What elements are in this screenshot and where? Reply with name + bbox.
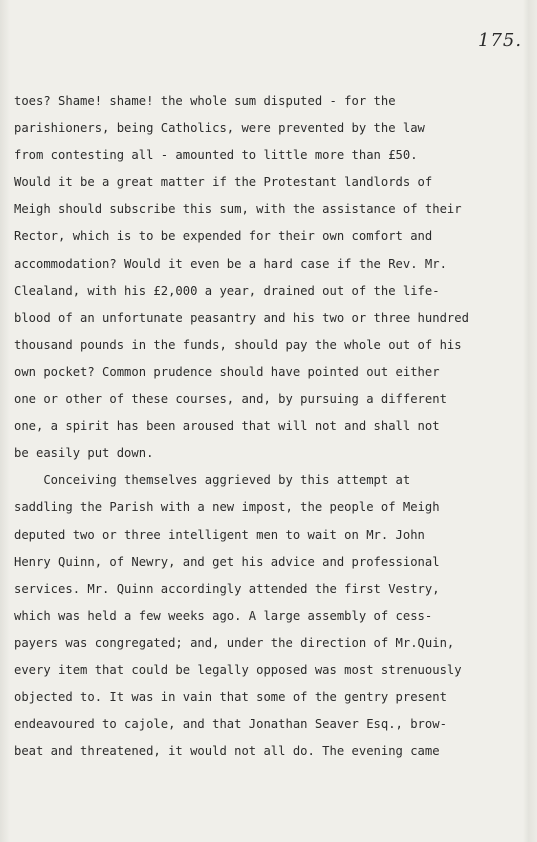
text-line: thousand pounds in the funds, should pay the whole out of his: [14, 337, 462, 352]
page-right-edge: [523, 0, 537, 842]
page-number: 175.: [478, 30, 523, 51]
page-left-edge: [0, 0, 10, 842]
text-line: from contesting all - amounted to little more than £50.: [14, 148, 418, 163]
typed-text-body: [14, 88, 514, 765]
text-line: Conceiving themselves aggrieved by this attempt at: [14, 473, 411, 488]
text-line: Rector, which is to be expended for their own comfort and: [14, 229, 433, 244]
text-line: Would it be a great matter if the Protestant landlords of: [14, 175, 433, 190]
text-line: services. Mr. Quinn accordingly attended the first Vestry,: [14, 581, 440, 596]
text-line: blood of an unfortunate peasantry and his two or three hundred: [14, 310, 469, 325]
text-line: one, a spirit has been aroused that will not and shall not: [14, 419, 440, 434]
text-line: which was held a few weeks ago. A large assembly of cess-: [14, 608, 433, 623]
text-line: deputed two or three intelligent men to wait on Mr. John: [14, 527, 425, 542]
text-line: endeavoured to cajole, and that Jonathan Seaver Esq., brow-: [14, 717, 447, 732]
text-line: Meigh should subscribe this sum, with the assistance of their: [14, 202, 462, 217]
text-line: own pocket? Common prudence should have pointed out either: [14, 364, 440, 379]
text-line: saddling the Parish with a new impost, the people of Meigh: [14, 500, 440, 515]
text-line: parishioners, being Catholics, were prevented by the law: [14, 121, 425, 136]
text-line: every item that could be legally opposed was most strenuously: [14, 662, 462, 677]
text-line: payers was congregated; and, under the direction of Mr.Quin,: [14, 635, 455, 650]
text-line: one or other of these courses, and, by pursuing a different: [14, 392, 447, 407]
text-line: objected to. It was in vain that some of the gentry present: [14, 690, 447, 705]
text-line: toes? Shame! shame! the whole sum disputed - for the: [14, 94, 396, 108]
text-line: Henry Quinn, of Newry, and get his advice and professional: [14, 554, 440, 569]
text-line: be easily put down.: [14, 446, 154, 461]
text-line: beat and threatened, it would not all do. The evening came: [14, 744, 440, 759]
text-line: Clealand, with his £2,000 a year, drained out of the life-: [14, 283, 440, 298]
text-line: accommodation? Would it even be a hard case if the Rev. Mr.: [14, 256, 447, 271]
